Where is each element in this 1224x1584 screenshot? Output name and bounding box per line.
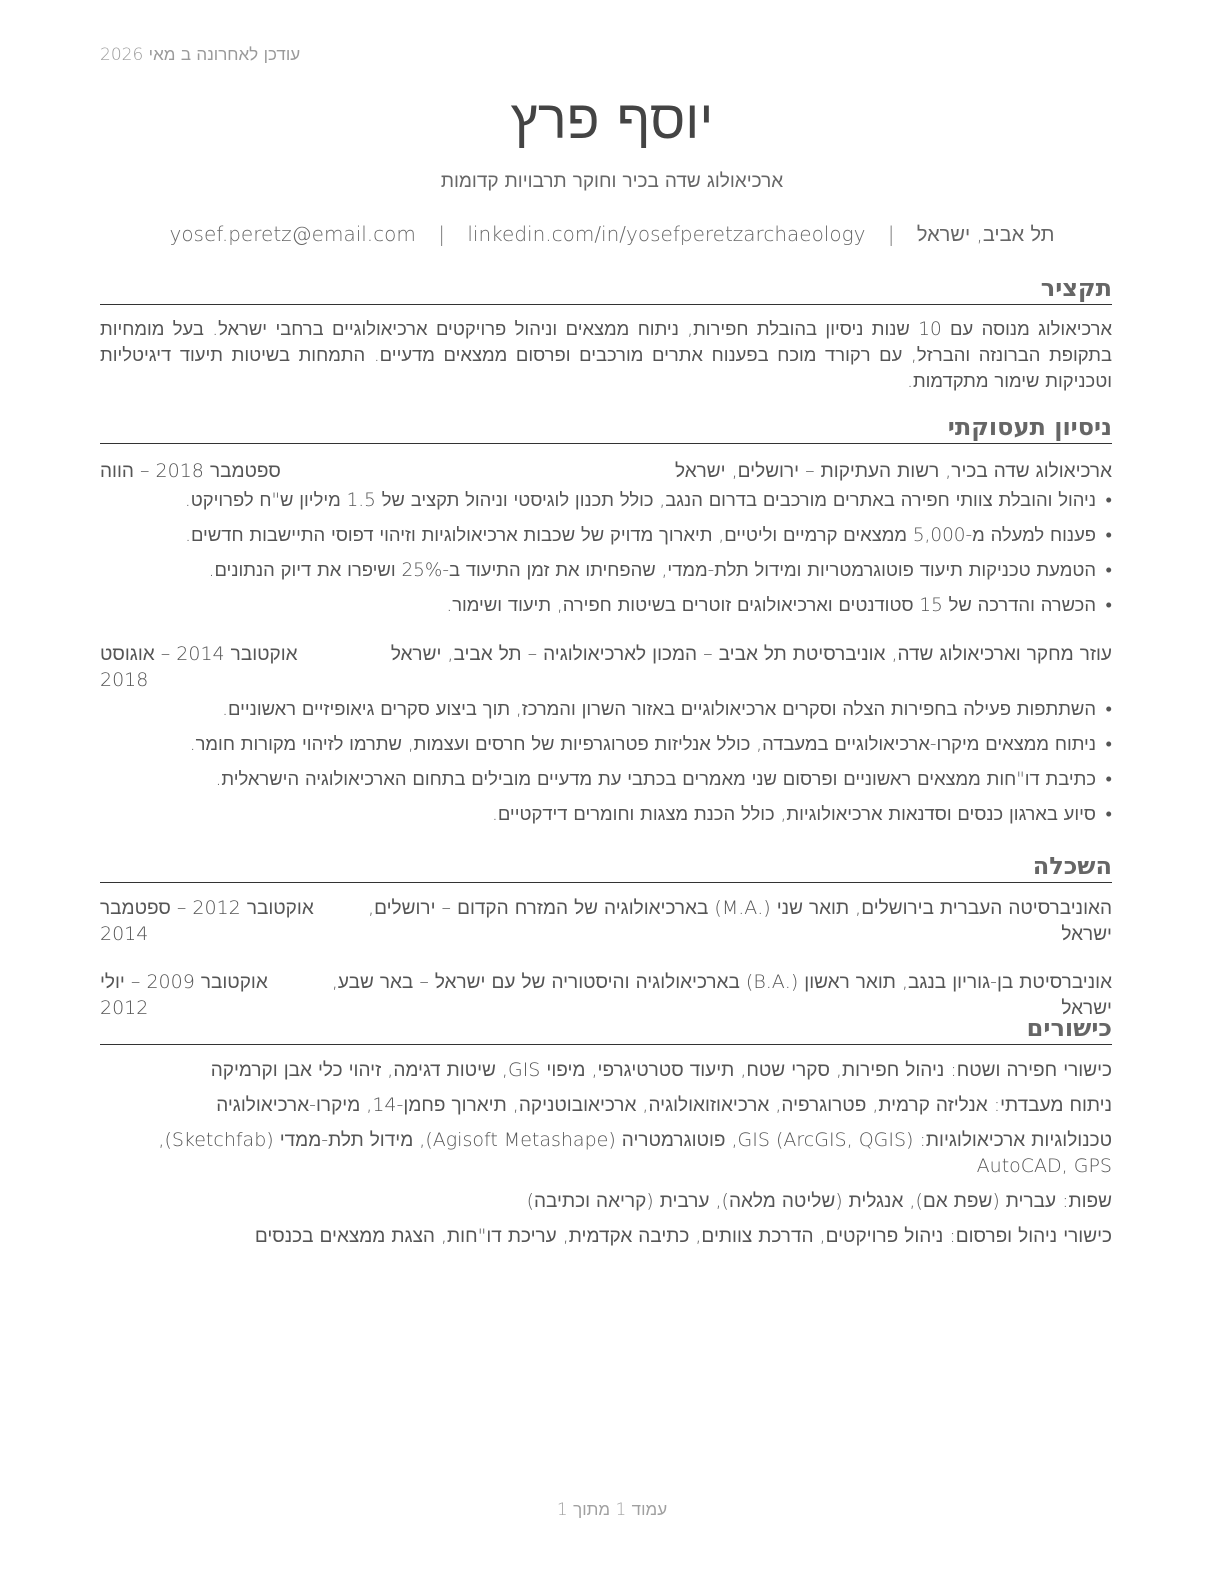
last-updated: עודכן לאחרונה ב מאי 2026 <box>100 45 301 65</box>
job-bullet: • הכשרה והדרכה של 15 סטודנטים וארכיאולוגים זוטרים בשיטות חפירה, תיעוד ושימור. <box>100 593 1112 619</box>
page-number: עמוד 1 מתוך 1 <box>556 1500 668 1520</box>
section-title-summary: תקציר <box>100 272 1112 305</box>
skill-line: כישורי חפירה ושטח: ניהול חפירות, סקרי שטח, תיעוד סטרטיגרפי, מיפוי GIS, שיטות דגימה, זיהוי כלי אבן וקרמיקה <box>210 1059 1112 1081</box>
skills-section <box>100 1012 1112 1258</box>
section-title-education: השכלה <box>100 850 1112 883</box>
experience-section <box>100 411 1112 837</box>
education-section <box>100 850 1112 1021</box>
section-title-skills: כישורים <box>100 1012 1112 1045</box>
contact-location: תל אביב, ישראל <box>916 222 1055 246</box>
job-date: אוקטובר 2014 – אוגוסט 2018 <box>100 643 298 691</box>
job-bullets <box>100 697 1112 828</box>
job-bullet: • סיוע בארגון כנסים וסדנאות ארכיאולוגיות, כולל הכנת מצגות וחומרים דידקטיים. <box>100 802 1112 828</box>
job-entry <box>100 458 1112 619</box>
job-bullet: • ניהול והובלת צוותי חפירה באתרים מורכבים בדרום הנגב, כולל תכנון לוגיסטי וניהול תקציב של 1.5 מיליון ש"ח לפרויקט. <box>100 488 1112 514</box>
job-bullet: • פענוח למעלה מ-5,000 ממצאים קרמיים וליטיים, תיארוך מדויק של שכבות ארכיאולוגיות וזיהוי דפוסי התיישבות חדשים. <box>100 523 1112 549</box>
contact-linkedin[interactable]: linkedin.com/in/yosefperetzarchaeology <box>467 222 866 246</box>
candidate-name: יוסף פרץ <box>510 88 714 151</box>
section-title-experience: ניסיון תעסוקתי <box>100 411 1112 444</box>
job-bullet: • השתתפות פעילה בחפירות הצלה וסקרים ארכיאולוגיים באזור השרון והמרכז, תוך ביצוע סקרים גיאופיזיים ראשוניים. <box>100 697 1112 723</box>
job-title: עוזר מחקר וארכיאולוג שדה, אוניברסיטת תל אביב – המכון לארכיאולוגיה – תל אביב, ישראל <box>390 643 1112 665</box>
candidate-tagline: ארכיאולוג שדה בכיר וחוקר תרבויות קדומות <box>440 170 784 192</box>
job-bullet: • ניתוח ממצאים מיקרו-ארכיאולוגיים במעבדה, כולל אנליזות פטרוגרפיות של חרסים ועצמות, שתרמו לזיהוי מקורות חומר. <box>100 732 1112 758</box>
contact-line <box>0 222 1224 247</box>
skill-line: טכנולוגיות ארכיאולוגיות: GIS (ArcGIS, QGIS), פוטוגרמטריה (Agisoft Metashape), מידול תלת-ממדי (Sketchfab), AutoCAD, GPS <box>158 1129 1112 1177</box>
education-entry <box>100 895 1112 947</box>
job-bullets <box>100 488 1112 619</box>
education-date: אוקטובר 2012 – ספטמבר 2014 <box>100 897 314 945</box>
summary-text: ארכיאולוג מנוסה עם 10 שנות ניסיון בהובלת חפירות, ניתוח ממצאים וניהול פרויקטים ארכיאולוגיים ברחבי ישראל. בעל מומחיות בתקופת הברונזה והברזל, עם רקורד מוכח בפענוח אתרים מורכבים ופרסום ממצאים מדעיים. התמחות בשיטות תיעוד דיגיטליות וטכניקות שימור מתקדמות. <box>100 319 1112 392</box>
skill-line: שפות: עברית (שפת אם), אנגלית (שליטה מלאה), ערבית (קריאה וכתיבה) <box>526 1190 1112 1212</box>
summary-section <box>100 272 1112 395</box>
job-date: ספטמבר 2018 – הווה <box>100 460 281 482</box>
contact-separator: | <box>438 222 445 246</box>
education-text: האוניברסיטה העברית בירושלים, תואר שני (.M.A) בארכיאולוגיה של המזרח הקדום – ירושלים, ישראל <box>368 897 1112 945</box>
skill-line: כישורי ניהול ופרסום: ניהול פרויקטים, הדרכת צוותים, כתיבה אקדמית, עריכת דו"חות, הצגת ממצאים בכנסים <box>254 1225 1112 1247</box>
job-bullet: • כתיבת דו"חות ממצאים ראשוניים ופרסום שני מאמרים בכתבי עת מדעיים מובילים בתחום הארכיאולוגיה הישראלית. <box>100 767 1112 793</box>
job-bullet: • הטמעת טכניקות תיעוד פוטוגרמטריות ומידול תלת-ממדי, שהפחיתו את זמן התיעוד ב-25% ושיפרו את דיוק הנתונים. <box>100 558 1112 584</box>
job-header <box>100 458 1112 484</box>
education-date: אוקטובר 2009 – יולי 2012 <box>100 971 268 1019</box>
job-title: ארכיאולוג שדה בכיר, רשות העתיקות – ירושלים, ישראל <box>675 460 1112 482</box>
contact-separator: | <box>887 222 895 246</box>
contact-email[interactable]: yosef.peretz@email.com <box>169 222 416 246</box>
job-entry <box>100 641 1112 828</box>
education-text: אוניברסיטת בן-גוריון בנגב, תואר ראשון (.B.A) בארכיאולוגיה והיסטוריה של עם ישראל – באר שבע, ישראל <box>331 971 1112 1019</box>
job-header <box>100 641 1112 693</box>
skill-line: ניתוח מעבדתי: אנליזה קרמית, פטרוגרפיה, ארכיאוזואולוגיה, ארכיאובוטניקה, תיארוך פחמן-14, מיקרו-ארכיאולוגיה <box>216 1094 1112 1116</box>
